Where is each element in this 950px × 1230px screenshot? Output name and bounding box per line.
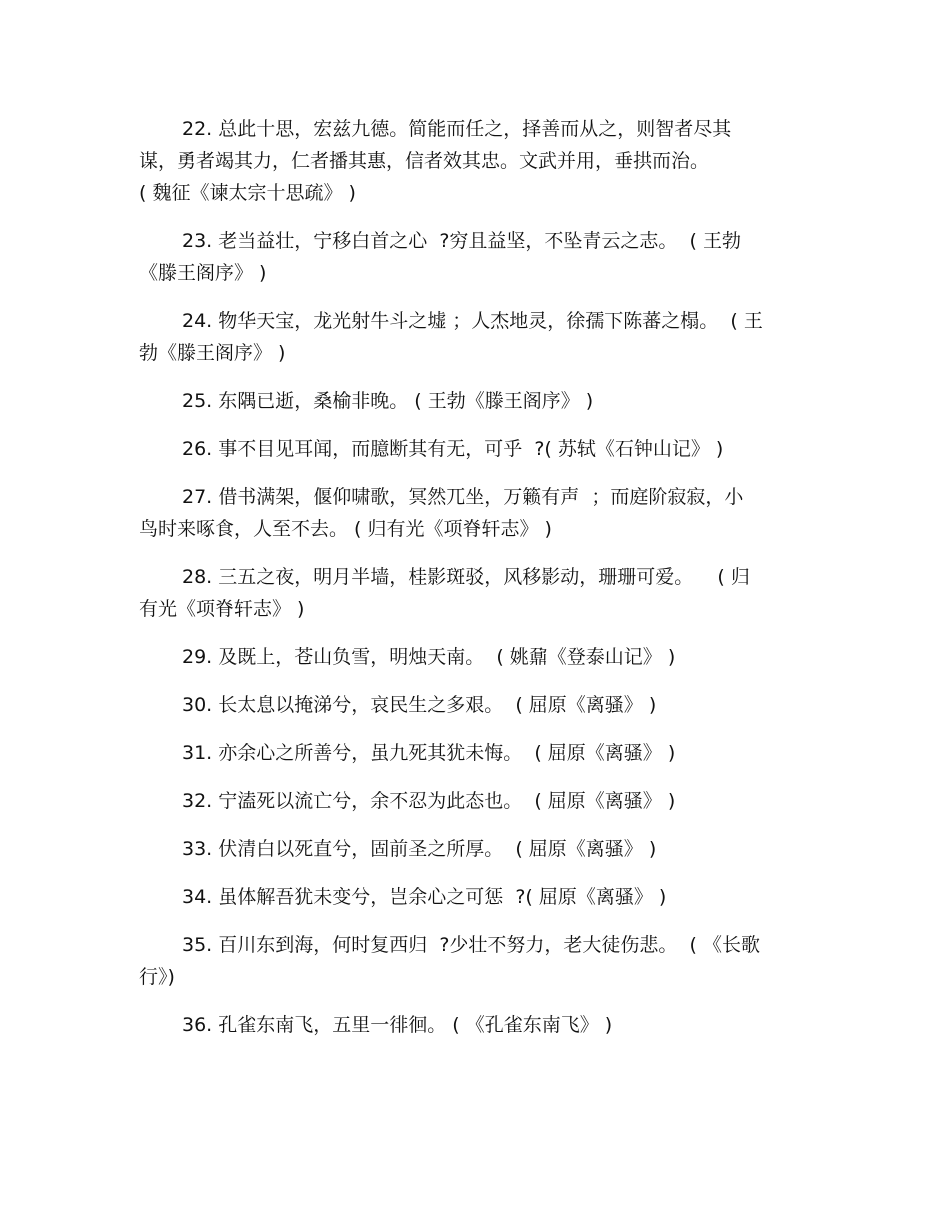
quotation-line: 行》) (139, 966, 175, 988)
quotation-line: 26. 事不目见耳闻，而臆断其有无，可乎 ?( 苏轼《石钟山记》 ) (182, 438, 724, 460)
quotation-item (139, 305, 811, 369)
quotation-item (139, 481, 811, 545)
quotation-item (139, 113, 811, 209)
quotation-line: 28. 三五之夜，明月半墙，桂影斑驳，风移影动，珊珊可爱。 ( 归 (182, 566, 750, 588)
quotation-line: 32. 宁溘死以流亡兮，余不忍为此态也。 ( 屈原《离骚》 ) (182, 790, 676, 812)
quotation-line: 25. 东隅已逝，桑榆非晚。 ( 王勃《滕王阁序》 ) (182, 390, 594, 412)
quotation-item (139, 433, 811, 465)
quotation-line: 《滕王阁序》 ) (139, 262, 267, 284)
quotation-line: 谋，勇者竭其力，仁者播其惠，信者效其忠。文武并用，垂拱而治。 (139, 150, 710, 172)
quotation-item (139, 385, 811, 417)
quotation-item (139, 1009, 811, 1041)
quotation-line: 34. 虽体解吾犹未变兮，岂余心之可惩 ?( 屈原《离骚》 ) (182, 886, 667, 908)
quotation-item (139, 689, 811, 721)
quotation-item (139, 561, 811, 625)
quotation-item (139, 737, 811, 769)
quotation-line: ( 魏征《谏太宗十思疏》 ) (139, 182, 356, 204)
quotation-item (139, 929, 811, 993)
quotation-item (139, 785, 811, 817)
quotation-line: 有光《项脊轩志》 ) (139, 598, 305, 620)
quotation-item (139, 225, 811, 289)
quotation-line: 勃《滕王阁序》 ) (139, 342, 286, 364)
quotation-line: 29. 及既上，苍山负雪，明烛天南。 ( 姚鼐《登泰山记》 ) (182, 646, 676, 668)
quotation-line: 36. 孔雀东南飞，五里一徘徊。 ( 《孔雀东南飞》 ) (182, 1014, 613, 1036)
quotation-line: 27. 借书满架，偃仰啸歌，冥然兀坐，万籁有声 ；而庭阶寂寂，小 (182, 486, 744, 508)
quotation-item (139, 833, 811, 865)
quotation-line: 31. 亦余心之所善兮，虽九死其犹未悔。 ( 屈原《离骚》 ) (182, 742, 676, 764)
quotation-line: 22. 总此十思，宏兹九德。简能而任之，择善而从之，则智者尽其 (182, 118, 732, 140)
quotation-list (139, 113, 811, 1057)
quotation-item (139, 641, 811, 673)
quotation-item (139, 881, 811, 913)
quotation-line: 35. 百川东到海，何时复西归 ?少壮不努力，老大徒伤悲。 ( 《长歌 (182, 934, 760, 956)
quotation-line: 24. 物华天宝，龙光射牛斗之墟 ；人杰地灵，徐孺下陈蕃之榻。 ( 王 (182, 310, 763, 332)
quotation-line: 23. 老当益壮，宁移白首之心 ?穷且益坚，不坠青云之志。 ( 王勃 (182, 230, 741, 252)
quotation-line: 30. 长太息以掩涕兮，哀民生之多艰。 ( 屈原《离骚》 ) (182, 694, 657, 716)
quotation-line: 鸟时来啄食，人至不去。 ( 归有光《项脊轩志》 ) (139, 518, 552, 540)
quotation-line: 33. 伏清白以死直兮，固前圣之所厚。 ( 屈原《离骚》 ) (182, 838, 657, 860)
